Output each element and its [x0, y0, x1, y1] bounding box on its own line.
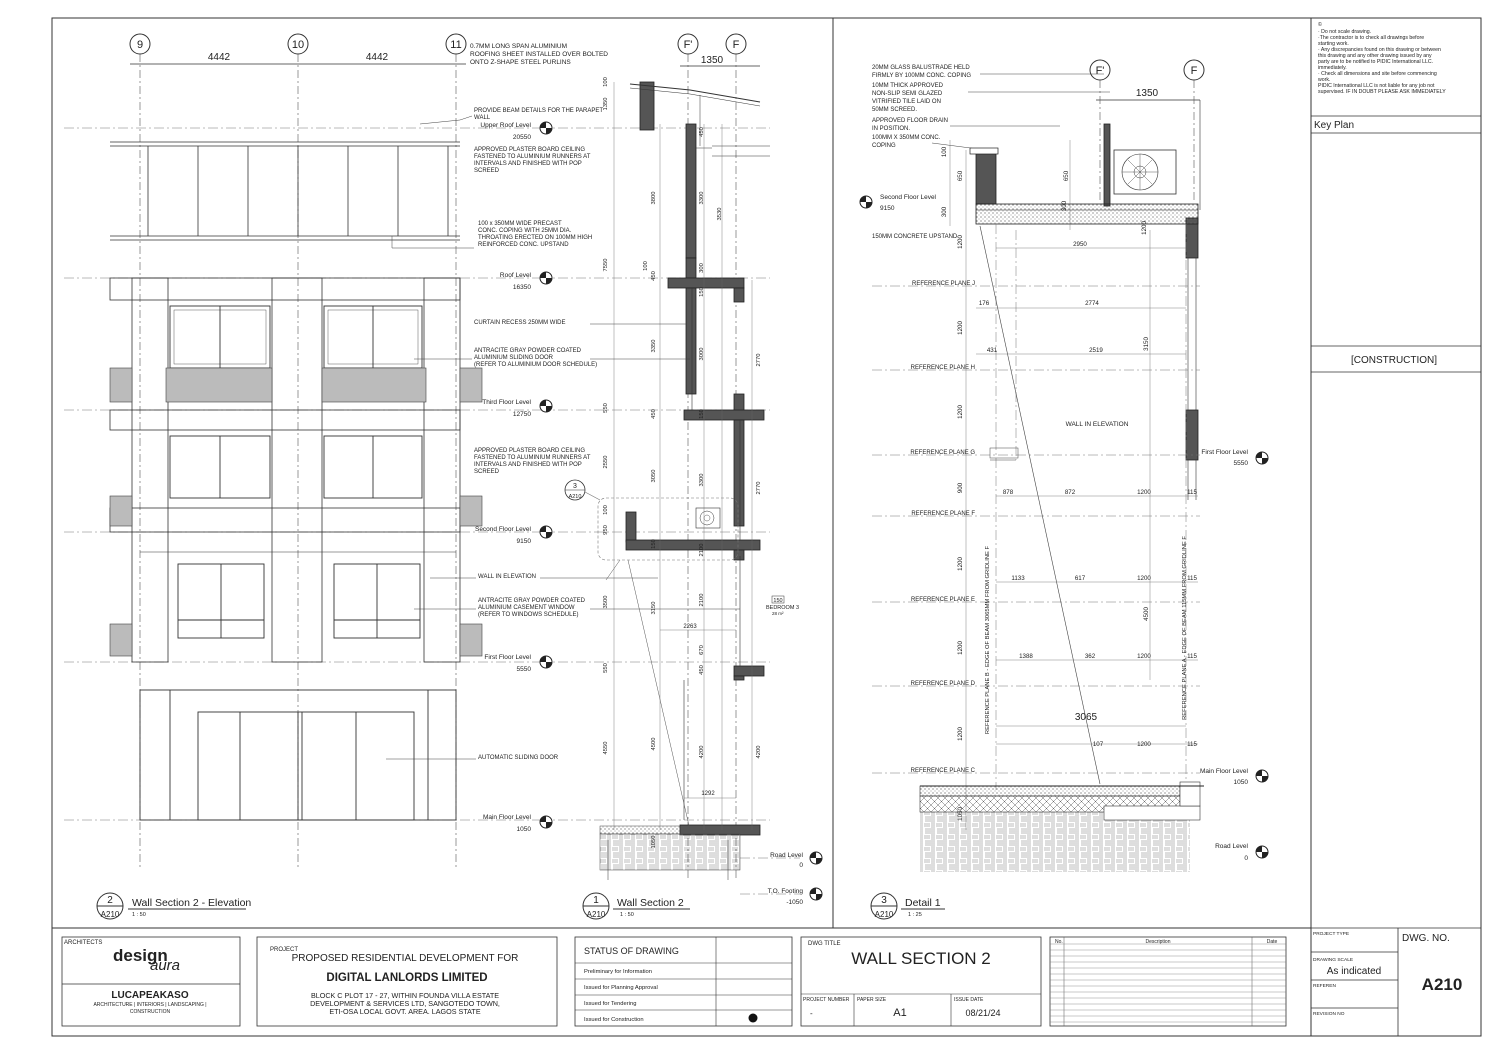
- project-line: PROPOSED RESIDENTIAL DEVELOPMENT FOR: [291, 953, 519, 964]
- svg-text:design: design: [113, 946, 168, 965]
- svg-text:450: 450: [699, 665, 705, 675]
- svg-text:3300: 3300: [699, 473, 705, 487]
- svg-text:4200: 4200: [699, 745, 705, 759]
- grid-dim: 4442: [207, 52, 231, 63]
- rev-header: Date: [1266, 939, 1278, 945]
- paper-size: A1: [893, 1007, 907, 1019]
- svg-text:A210: A210: [568, 494, 582, 500]
- svg-text:Road Level: Road Level: [1215, 843, 1248, 850]
- svg-text:1 : 25: 1 : 25: [908, 912, 922, 918]
- svg-text:4550: 4550: [603, 741, 609, 755]
- svg-text:·The contractor is to check al: ·The contractor is to check all drawings before: [1318, 35, 1425, 41]
- svg-text:F: F: [1190, 65, 1198, 77]
- revision-label: REVISION NO: [1313, 1012, 1345, 1017]
- svg-text:100: 100: [643, 261, 649, 271]
- svg-text:1200: 1200: [957, 557, 964, 571]
- svg-text:2263: 2263: [683, 624, 697, 630]
- svg-text:872: 872: [1064, 489, 1076, 496]
- dwg-no-label: DWG. NO.: [1402, 933, 1450, 944]
- svg-text:100: 100: [603, 77, 609, 87]
- svg-text:115: 115: [1187, 653, 1197, 660]
- svg-text:F': F': [683, 39, 693, 51]
- svg-text:FASTENED TO ALUMINIUM RUNNERS: FASTENED TO ALUMINIUM RUNNERS AT: [474, 154, 591, 160]
- svg-text:1200: 1200: [1137, 653, 1151, 660]
- svg-text:450: 450: [699, 127, 705, 137]
- detail-dims: [941, 146, 1197, 821]
- svg-text:Main Floor Level: Main Floor Level: [1199, 768, 1248, 775]
- vertical-ref-plane: REFERENCE PLANE B - EDGE OF BEAM 3065MM FROM GRIDLINE F: [985, 545, 991, 735]
- svg-text:Roof Level: Roof Level: [499, 272, 531, 279]
- status-title: STATUS OF DRAWING: [584, 946, 679, 956]
- svg-text:ROOFING SHEET INSTALLED OVER B: ROOFING SHEET INSTALLED OVER BOLTED: [470, 51, 608, 58]
- svg-text:ANTRACITE GRAY POWDER COATED: ANTRACITE GRAY POWDER COATED: [478, 598, 586, 604]
- svg-text:SCREED: SCREED: [474, 469, 500, 475]
- svg-text:A210: A210: [100, 910, 120, 919]
- svg-text:2950: 2950: [1073, 241, 1087, 248]
- reference-label: REFEREN: [1313, 984, 1336, 989]
- svg-text:878: 878: [1002, 489, 1014, 496]
- svg-text:150: 150: [699, 409, 705, 419]
- svg-text:NON-SLIP SEMI GLAZED: NON-SLIP SEMI GLAZED: [872, 91, 943, 97]
- svg-text:5550: 5550: [516, 666, 531, 673]
- svg-text:3000: 3000: [699, 347, 705, 361]
- svg-text:1200: 1200: [1141, 221, 1148, 235]
- svg-text:REFERENCE PLANE J: REFERENCE PLANE J: [911, 281, 975, 287]
- svg-text:IN POSITION.: IN POSITION.: [872, 126, 911, 132]
- svg-text:Second Floor Level: Second Floor Level: [474, 526, 531, 533]
- general-notes: [1318, 21, 1446, 95]
- svg-text:617: 617: [1074, 575, 1086, 582]
- svg-text:INTERVALS AND FINISHED WITH PO: INTERVALS AND FINISHED WITH POP: [474, 462, 582, 468]
- status-selected-dot: [749, 1014, 758, 1023]
- svg-text:2770: 2770: [756, 481, 762, 495]
- svg-text:CURTAIN RECESS 250MM WIDE: CURTAIN RECESS 250MM WIDE: [474, 320, 566, 326]
- svg-text:1050: 1050: [516, 826, 531, 833]
- wall-in-elevation: WALL IN ELEVATION: [1065, 421, 1129, 428]
- svg-text:PIDIC International LLC is not: PIDIC International LLC is not liable for any job not: [1318, 83, 1435, 89]
- svg-text:1200: 1200: [957, 641, 964, 655]
- svg-text:COPING: COPING: [872, 143, 896, 149]
- status-item: Issued for Construction: [584, 1017, 644, 1023]
- svg-text:115: 115: [1187, 489, 1197, 496]
- project-type-label: PROJECT TYPE: [1313, 932, 1350, 937]
- svg-text:3350: 3350: [651, 339, 657, 353]
- svg-text:REFERENCE PLANE H: REFERENCE PLANE H: [910, 365, 975, 371]
- svg-text:2100: 2100: [699, 543, 705, 557]
- svg-text:First Floor Level: First Floor Level: [484, 654, 531, 661]
- svg-text:12750: 12750: [512, 411, 531, 418]
- svg-text:450: 450: [651, 271, 657, 281]
- svg-text:APPROVED PLASTER BOARD CEILING: APPROVED PLASTER BOARD CEILING: [474, 448, 586, 454]
- svg-text:REFERENCE PLANE F: REFERENCE PLANE F: [911, 511, 975, 517]
- svg-text:WALL IN ELEVATION: WALL IN ELEVATION: [478, 574, 537, 580]
- level-marker: [1200, 768, 1268, 786]
- svg-text:©: ©: [1318, 22, 1322, 28]
- status-item: Issued for Tendering: [584, 1001, 637, 1007]
- svg-text:115: 115: [1187, 741, 1197, 748]
- svg-text:CONC. COPING WITH 25MM DIA.: CONC. COPING WITH 25MM DIA.: [478, 228, 572, 234]
- architects-label: ARCHITECTS: [64, 940, 103, 946]
- svg-text:150: 150: [651, 539, 657, 549]
- firm-subtitle: ARCHITECTURE | INTERIORS | LANDSCAPING |: [93, 1002, 207, 1008]
- section-view-title: [583, 893, 690, 919]
- dwg-title: WALL SECTION 2: [851, 949, 991, 968]
- svg-text:APPROVED FLOOR DRAIN: APPROVED FLOOR DRAIN: [872, 118, 949, 124]
- svg-text:550: 550: [603, 663, 609, 673]
- grid-bubble-11: [446, 34, 466, 54]
- svg-text:3050: 3050: [651, 469, 657, 483]
- svg-text:aura: aura: [150, 957, 181, 974]
- grid-bubble-f-prime: [1090, 60, 1110, 80]
- svg-text:1350: 1350: [603, 97, 609, 111]
- svg-text:1050: 1050: [651, 835, 657, 849]
- sheet-border: [52, 18, 1481, 1036]
- section-horizontal-dims: [660, 624, 736, 798]
- svg-text:550: 550: [603, 403, 609, 413]
- svg-text:Wall Section 2 - Elevation: Wall Section 2 - Elevation: [132, 897, 252, 909]
- svg-text:AUTOMATIC SLIDING DOOR: AUTOMATIC SLIDING DOOR: [478, 755, 559, 761]
- roof-note: [470, 43, 608, 66]
- svg-text:3530: 3530: [717, 207, 723, 221]
- svg-text:1200: 1200: [1137, 741, 1151, 748]
- drawing-scale-label: DRAWING SCALE: [1313, 958, 1354, 963]
- svg-text:Road Level: Road Level: [770, 852, 803, 859]
- svg-text:1050: 1050: [1233, 779, 1248, 786]
- level-marker: [860, 194, 937, 212]
- level-marker: [482, 399, 552, 418]
- firm-subtitle: CONSTRUCTION: [129, 1009, 171, 1015]
- svg-text:100: 100: [603, 505, 609, 515]
- paper-size-label: PAPER SIZE: [857, 997, 887, 1003]
- svg-text:3500: 3500: [603, 595, 609, 609]
- project-client: DIGITAL LANLORDS LIMITED: [326, 972, 488, 984]
- svg-text:-1050: -1050: [786, 899, 803, 906]
- svg-text:10MM THICK APPROVED: 10MM THICK APPROVED: [872, 83, 943, 89]
- svg-text:REINFORCED CONC. UPSTAND: REINFORCED CONC. UPSTAND: [478, 242, 569, 248]
- svg-text:1 : 50: 1 : 50: [620, 912, 634, 918]
- svg-text:9150: 9150: [880, 205, 895, 212]
- svg-text:11: 11: [450, 39, 462, 51]
- svg-text:5550: 5550: [1233, 460, 1248, 467]
- svg-text:Third Floor Level: Third Floor Level: [482, 399, 531, 406]
- sidebar: [1311, 21, 1481, 1036]
- svg-text:2550: 2550: [603, 455, 609, 469]
- svg-text:3150: 3150: [651, 601, 657, 615]
- svg-text:starting work.: starting work.: [1318, 41, 1349, 47]
- svg-text:100: 100: [941, 146, 948, 158]
- svg-text:431: 431: [986, 347, 998, 354]
- svg-text:450: 450: [651, 409, 657, 419]
- project-number-label: PROJECT NUMBER: [803, 997, 850, 1003]
- svg-text:1133: 1133: [1011, 575, 1025, 582]
- svg-text:20550: 20550: [512, 134, 531, 141]
- firm-name: LUCAPEAKASO: [111, 990, 189, 1001]
- svg-text:2100: 2100: [699, 593, 705, 607]
- svg-text:Second Floor Level: Second Floor Level: [880, 194, 937, 201]
- svg-text:ALUMINIUM SLIDING DOOR: ALUMINIUM SLIDING DOOR: [474, 355, 554, 361]
- svg-text:4500: 4500: [1143, 607, 1150, 621]
- svg-text:3150: 3150: [1143, 337, 1150, 351]
- svg-text:VITRIFIED TILE LAID ON: VITRIFIED TILE LAID ON: [872, 99, 941, 105]
- svg-text:9: 9: [136, 39, 144, 51]
- issue-date: 08/21/24: [965, 1008, 1001, 1018]
- svg-text:150: 150: [699, 287, 705, 297]
- svg-text:300: 300: [699, 263, 705, 273]
- svg-text:1200: 1200: [1137, 489, 1151, 496]
- svg-text:16350: 16350: [512, 284, 531, 291]
- level-marker: [480, 122, 552, 141]
- svg-text:REFERENCE PLANE C: REFERENCE PLANE C: [910, 768, 975, 774]
- svg-text:3: 3: [573, 483, 577, 490]
- dwg-title-label: DWG TITLE: [808, 941, 841, 947]
- rev-header: No.: [1055, 939, 1063, 945]
- svg-text:WALL: WALL: [474, 115, 491, 121]
- svg-text:1200: 1200: [957, 321, 964, 335]
- svg-text:0: 0: [799, 862, 803, 869]
- svg-text:2: 2: [107, 895, 113, 906]
- svg-text:362: 362: [1084, 653, 1096, 660]
- issue-date-label: ISSUE DATE: [954, 997, 984, 1003]
- level-marker: [770, 852, 822, 869]
- svg-text:20MM GLASS BALUSTRADE HELD: 20MM GLASS BALUSTRADE HELD: [872, 65, 970, 71]
- svg-text:PROVIDE BEAM DETAILS FOR THE P: PROVIDE BEAM DETAILS FOR THE PARAPET: [474, 108, 604, 114]
- grid-bubble-f: [726, 34, 746, 54]
- svg-text:immediately.: immediately.: [1318, 65, 1347, 71]
- svg-text:THROATING ERECTED ON 100MM HIG: THROATING ERECTED ON 100MM HIGH: [478, 235, 593, 241]
- svg-text:100MM X 350MM CONC.: 100MM X 350MM CONC.: [872, 135, 941, 141]
- svg-text:FASTENED TO ALUMINIUM RUNNERS: FASTENED TO ALUMINIUM RUNNERS AT: [474, 455, 591, 461]
- svg-text:T.O. Footing: T.O. Footing: [767, 888, 803, 895]
- svg-text:REFERENCE PLANE E: REFERENCE PLANE E: [910, 597, 975, 603]
- svg-text:115: 115: [1187, 575, 1197, 582]
- svg-text:2519: 2519: [1089, 347, 1103, 354]
- svg-text:1292: 1292: [701, 791, 715, 797]
- level-marker: [475, 526, 552, 545]
- status-item: Issued for Planning Approval: [584, 985, 658, 991]
- svg-text:F': F': [1095, 65, 1105, 77]
- level-marker: [484, 654, 552, 673]
- detail-1: [860, 60, 1268, 919]
- svg-text:SCREED: SCREED: [474, 168, 500, 174]
- upstand-note: 150MM CONCRETE UPSTAND: [872, 234, 958, 240]
- svg-text:INTERVALS AND FINISHED WITH PO: INTERVALS AND FINISHED WITH POP: [474, 161, 582, 167]
- svg-text:4200: 4200: [756, 745, 762, 759]
- level-marker: [483, 814, 552, 833]
- key-plan-label: Key Plan: [1314, 120, 1355, 131]
- svg-text:First Floor Level: First Floor Level: [1201, 449, 1248, 456]
- elevation-view-title: [97, 893, 251, 919]
- svg-text:300: 300: [1061, 200, 1068, 212]
- svg-text:2770: 2770: [756, 353, 762, 367]
- svg-text:1200: 1200: [957, 235, 964, 249]
- firm-logo: [113, 946, 180, 974]
- svg-text:this drawing and any other dra: this drawing and any other drawing issued by any: [1318, 53, 1432, 59]
- project-address: DEVELOPMENT & SERVICES LTD, SANGOTEDO TOWN,: [310, 999, 500, 1008]
- grid-bubble-10: [288, 34, 308, 54]
- svg-text:150: 150: [773, 598, 783, 604]
- svg-text:A210: A210: [586, 910, 606, 919]
- svg-text:· Do not scale drawing.: · Do not scale drawing.: [1318, 29, 1372, 35]
- svg-text:REFERENCE PLANE G: REFERENCE PLANE G: [910, 450, 975, 456]
- svg-text:650: 650: [957, 170, 964, 182]
- svg-text:ALUMINIUM CASEMENT WINDOW: ALUMINIUM CASEMENT WINDOW: [478, 605, 575, 611]
- svg-text:REFERENCE PLANE D: REFERENCE PLANE D: [910, 681, 975, 687]
- grid-dim: 4442: [365, 52, 389, 63]
- detail-notes: [872, 65, 971, 240]
- svg-text:A210: A210: [874, 910, 894, 919]
- svg-text:670: 670: [699, 645, 705, 655]
- detail-view-title: [871, 893, 945, 919]
- project-address: BLOCK C PLOT 17 - 27, WITHIN FOUNDA VILLA ESTATE: [310, 991, 500, 1000]
- svg-text:Detail 1: Detail 1: [905, 897, 941, 909]
- svg-text:Upper Roof Level: Upper Roof Level: [480, 122, 531, 129]
- svg-text:0: 0: [1244, 855, 1248, 862]
- grid-bubble-f-prime: [678, 34, 698, 54]
- status-item: Preliminary for Information: [584, 969, 652, 975]
- dwg-no: A210: [1421, 975, 1463, 994]
- svg-text:(REFER TO ALUMINIUM DOOR SCHED: (REFER TO ALUMINIUM DOOR SCHEDULE): [474, 362, 598, 368]
- svg-text:100 x 350MM WIDE PRECAST: 100 x 350MM WIDE PRECAST: [478, 221, 562, 227]
- svg-text:3065: 3065: [1074, 712, 1098, 723]
- vertical-ref-plane: REFERENCE PLANE A - EDGE OF BEAM 115MM FROM GRIDLINE F: [1182, 536, 1188, 720]
- room-tag: [766, 596, 799, 616]
- construction-status: [CONSTRUCTION]: [1350, 355, 1438, 366]
- drawing-scale-value: As indicated: [1326, 966, 1382, 977]
- wall-section: [386, 34, 822, 919]
- project-label: PROJECT: [270, 947, 299, 953]
- section-notes: [474, 108, 603, 761]
- svg-text:650: 650: [1063, 170, 1070, 182]
- svg-text:1: 1: [593, 895, 599, 906]
- level-marker: [768, 888, 822, 906]
- level-marker: [1201, 449, 1268, 467]
- svg-text:1200: 1200: [1137, 575, 1151, 582]
- rev-header: Description: [1145, 939, 1171, 945]
- svg-text:3300: 3300: [699, 191, 705, 205]
- svg-text:ONTO Z-SHAPE STEEL PURLINS: ONTO Z-SHAPE STEEL PURLINS: [470, 59, 571, 66]
- svg-text:2774: 2774: [1085, 300, 1099, 307]
- svg-text:BEDROOM 3: BEDROOM 3: [766, 605, 800, 611]
- svg-text:900: 900: [957, 482, 964, 494]
- svg-text:0.7MM LONG SPAN ALUMINIUM: 0.7MM LONG SPAN ALUMINIUM: [470, 43, 568, 50]
- ac-unit: [696, 508, 720, 528]
- svg-text:Main Floor Level: Main Floor Level: [482, 814, 531, 821]
- svg-text:7550: 7550: [603, 258, 609, 272]
- project-number: -: [810, 1009, 813, 1018]
- svg-text:ANTRACITE GRAY POWDER COATED: ANTRACITE GRAY POWDER COATED: [474, 348, 582, 354]
- svg-text:9150: 9150: [516, 538, 531, 545]
- svg-text:107: 107: [1092, 741, 1104, 748]
- svg-text:300: 300: [941, 206, 948, 218]
- svg-text:4500: 4500: [651, 737, 657, 751]
- grid-bubble-f: [1184, 60, 1204, 80]
- svg-text:1200: 1200: [957, 727, 964, 741]
- svg-text:(REFER TO WINDOWS SCHEDULE): (REFER TO WINDOWS SCHEDULE): [478, 612, 579, 618]
- level-marker: [500, 272, 552, 291]
- svg-text:· Any discrepancies found on t: · Any discrepancies found on this drawing or between: [1318, 47, 1441, 53]
- svg-text:176: 176: [978, 300, 990, 307]
- grid-dim: 1350: [1135, 88, 1159, 99]
- svg-text:party are to be notified to PI: party are to be notified to PIDIC International LLC.: [1318, 59, 1434, 65]
- ac-unit: [1114, 150, 1176, 194]
- svg-text:APPROVED PLASTER BOARD CEILING: APPROVED PLASTER BOARD CEILING: [474, 147, 586, 153]
- svg-text:FIRMLY BY 100MM CONC. COPING: FIRMLY BY 100MM CONC. COPING: [872, 73, 972, 79]
- svg-text:950: 950: [603, 525, 609, 535]
- svg-text:1200: 1200: [957, 405, 964, 419]
- svg-text:· Check all dimensions and sit: · Check all dimensions and site before commencing: [1318, 71, 1437, 77]
- svg-text:1 : 50: 1 : 50: [132, 912, 146, 918]
- level-marker: [1215, 843, 1268, 862]
- svg-text:supervised. IF IN DOUBT PLEASE: supervised. IF IN DOUBT PLEASE ASK IMMEDIATELY: [1318, 89, 1446, 95]
- svg-text:Wall Section 2: Wall Section 2: [617, 897, 684, 909]
- svg-text:10: 10: [291, 39, 305, 51]
- svg-text:1388: 1388: [1019, 653, 1033, 660]
- svg-text:28 m²: 28 m²: [772, 611, 784, 616]
- grid-bubble-9: [130, 34, 150, 54]
- svg-text:3800: 3800: [651, 191, 657, 205]
- project-address: ETI-OSA LOCAL GOVT. AREA. LAGOS STATE: [329, 1007, 481, 1016]
- svg-text:3: 3: [881, 895, 887, 906]
- title-block: [62, 937, 1286, 1026]
- svg-text:F: F: [732, 39, 740, 51]
- svg-text:work.: work.: [1318, 77, 1331, 83]
- svg-text:50MM SCREED.: 50MM SCREED.: [872, 107, 918, 113]
- grid-dim: 1350: [700, 55, 724, 66]
